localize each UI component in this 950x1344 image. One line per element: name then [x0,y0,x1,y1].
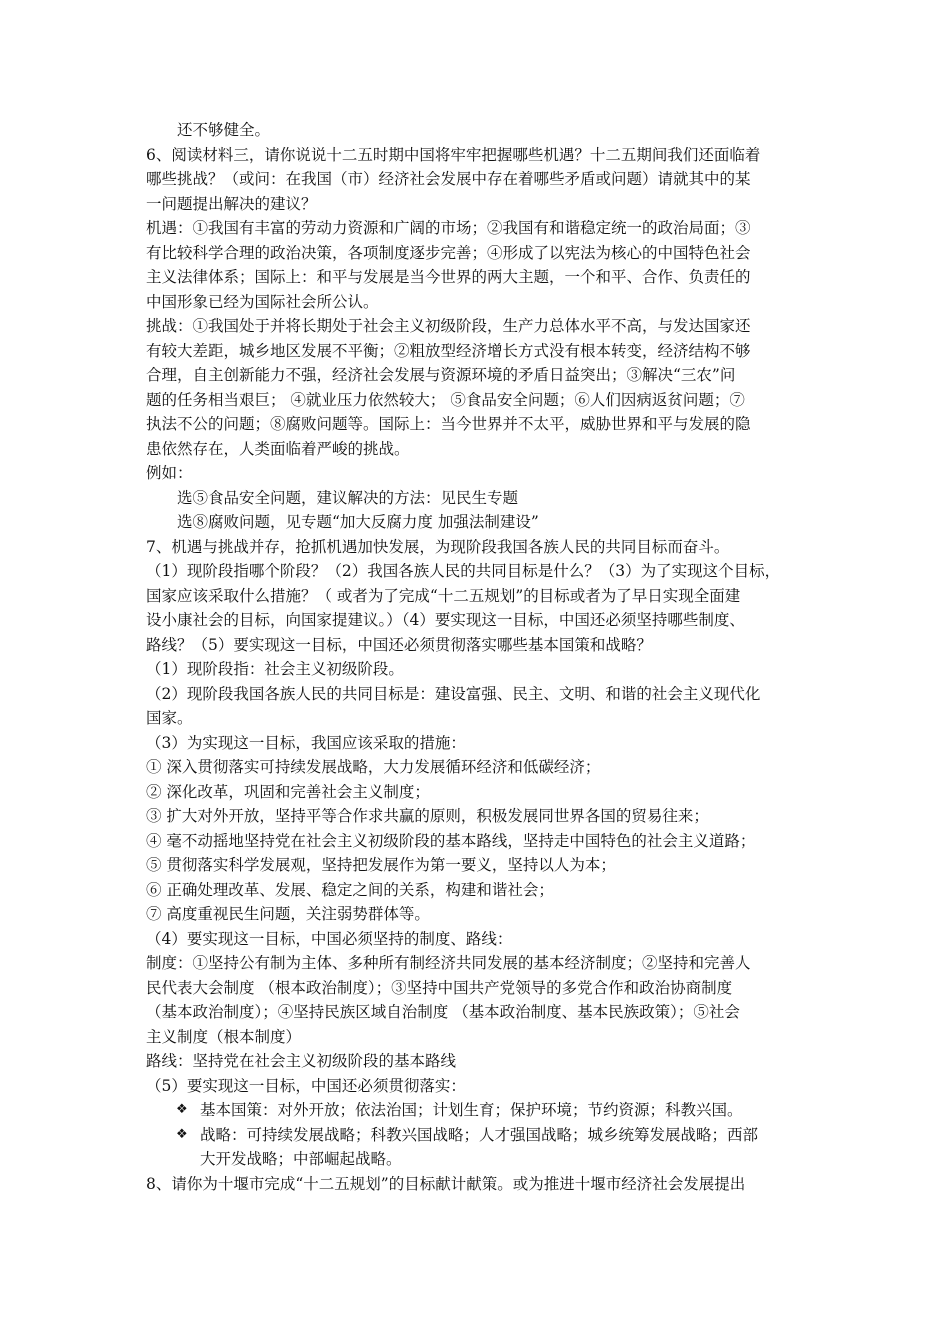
bullet-text: 战略：可持续发展战略；科教兴国战略；人才强国战略；城乡统筹发展战略；西部 [200,1125,759,1144]
opportunity-line: 机遇：①我国有丰富的劳动力资源和广阔的市场；②我国有和谐稳定统一的政治局面；③ [146,219,751,237]
text-line: （基本政治制度）；④坚持民族区域自治制度 （基本政治制度、基本民族政策）；⑤社会 [146,1003,740,1021]
answer-line: （2）现阶段我国各族人民的共同目标是：建设富强、民主、文明、和谐的社会主义现代化 [146,684,761,703]
text-line: 民代表大会制度 （根本政治制度）；③坚持中国共产党领导的多党合作和政治协商制度 [146,978,733,997]
bullet-text: 大开发战略；中部崛起战略。 [200,1150,402,1168]
text-line: 主义法律体系；国际上：和平与发展是当今世界的两大主题，一个和平、合作、负责任的 [146,268,751,286]
text-line: 题的任务相当艰巨； ④就业压力依然较大； ⑤食品安全问题；⑥人们因病返贫问题；⑦ [146,390,745,409]
measure-item: ① 深入贯彻落实可持续发展战略，大力发展循环经济和低碳经济； [146,758,601,776]
text-line: 一问题提出解决的建议？ [146,194,317,213]
diamond-bullet-icon: ❖ [176,1126,188,1142]
text-line: 有较大差距，城乡地区发展不平衡；②粗放型经济增长方式没有根本转变，经济结构不够 [146,341,751,360]
text-line: 还不够健全。 [177,121,271,139]
question-6-line: 6、阅读材料三，请你说说十二五时期中国将牢牢把握哪些机遇？十二五期间我们还面临着 [146,145,761,164]
question-8-line: 8、请你为十堰市完成“十二五规划”的目标献计献策。或为推进十堰市经济社会发展提出 [146,1174,746,1193]
text-line: 国家应该采取什么措施？（ 或者为了完成“十二五规划”的目标或者为了早日实现全面建 [146,586,741,605]
document-page [146,118,810,1196]
text-line: 哪些挑战？（或问：在我国（市）经济社会发展中存在着哪些矛盾或问题）请就其中的某 [146,170,751,188]
challenge-line: 挑战：①我国处于并将长期处于社会主义初级阶段，生产力总体水平不高，与发达国家还 [146,317,751,335]
text-line: 主义制度（根本制度） [146,1027,302,1046]
bullet-item [146,1098,810,1123]
example-line: 选⑧腐败问题，见专题“加大反腐力度 加强法制建设” [177,513,539,531]
question-7-line: 7、机遇与挑战并存，抢抓机遇加快发展，为现阶段我国各族人民的共同目标而奋斗。 [146,537,730,556]
answer-line: （4）要实现这一目标，中国必须坚持的制度、路线： [146,929,513,948]
text-line: 设小康社会的目标，向国家提建议。）（4）要实现这一目标，中国还必须坚持哪些制度、 [146,611,745,629]
measure-item: ⑤ 贯彻落实科学发展观，坚持把发展作为第一要义，坚持以人为本； [146,856,616,874]
measure-item: ④ 毫不动摇地坚持党在社会主义初级阶段的基本路线，坚持走中国特色的社会主义道路； [146,831,756,850]
measure-item: ③ 扩大对外开放，坚持平等合作求共赢的原则，积极发展同世界各国的贸易往来； [146,807,709,825]
system-line: 制度：①坚持公有制为主体、多种所有制经济共同发展的基本经济制度；②坚持和完善人 [146,954,751,972]
answer-line: （3）为实现这一目标，我国应该采取的措施： [146,733,466,752]
text-line: 路线？（5）要实现这一目标，中国还必须贯彻落实哪些基本国策和战略？ [146,635,652,654]
bullet-text: 基本国策：对外开放；依法治国；计划生育；保护环境；节约资源；科教兴国。 [200,1101,743,1119]
example-heading: 例如： [146,464,193,482]
measure-item: ⑦ 高度重视民生问题，关注弱势群体等。 [146,905,430,923]
example-line: 选⑤食品安全问题，建议解决的方法：见民生专题 [177,488,519,507]
text-line: （1）现阶段指哪个阶段？（2）我国各族人民的共同目标是什么？（3）为了实现这个目标， [146,562,781,580]
measure-item: ② 深化改革，巩固和完善社会主义制度； [146,782,430,801]
route-line: 路线：坚持党在社会主义初级阶段的基本路线 [146,1052,457,1070]
diamond-bullet-icon: ❖ [176,1102,188,1117]
answer-line: （5）要实现这一目标，中国还必须贯彻落实： [146,1076,466,1095]
measure-item: ⑥ 正确处理改革、发展、稳定之间的关系，构建和谐社会； [146,880,554,899]
answer-line: （1）现阶段指：社会主义初级阶段。 [146,660,404,678]
text-line: 有比较科学合理的政治决策，各项制度逐步完善；④形成了以宪法为核心的中国特色社会 [146,243,751,262]
text-line: 患依然存在，人类面临着严峻的挑战。 [146,439,410,458]
bullet-item [146,1123,810,1172]
text-line: 执法不公的问题；⑧腐败问题等。国际上：当今世界并不太平，威胁世界和平与发展的隐 [146,415,751,433]
text-line: 合理，自主创新能力不强，经济社会发展与资源环境的矛盾日益突出；③解决“三农”问 [146,366,736,384]
text-line: 国家。 [146,709,193,727]
text-line: 中国形象已经为国际社会所公认。 [146,292,379,311]
